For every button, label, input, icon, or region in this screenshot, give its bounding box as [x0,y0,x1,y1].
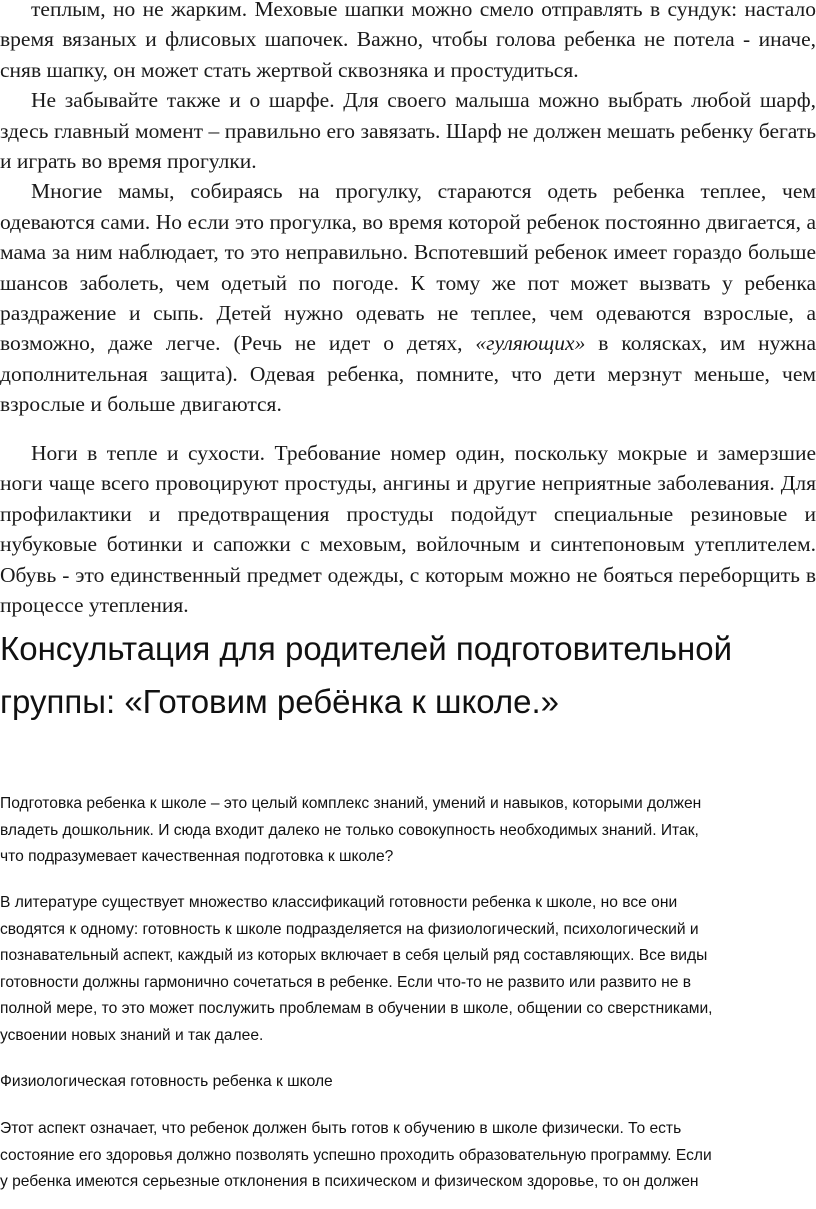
text-line: Ноги в тепле и сухости. Требование номер один, поскольку мокрые и [31,441,709,465]
text-line: готовности должны гармонично сочетаться в ребенке. Если что-то не развито или развито не в [0,973,692,991]
text-line: у ребенка имеются серьезные отклонения в психическом и физическом здоровье, то он должен [0,1173,699,1190]
physiological-subheading [0,1069,816,1096]
text-line: нужно одевать не теплее, чем одеваются взрослые, а возможно, даже легче. [0,301,816,356]
text-line: Не забывайте также и о шарфе. Для своего малыша можно выбрать любой [31,88,752,113]
text-line: неприятные заболевания. Для профилактики и предотвращения простуды [0,471,816,526]
consultation-heading [0,622,816,728]
text-line: состояние его здоровья должно позволять успешно проходить образовательную программу. Если [0,1146,712,1164]
text-line: Подготовка ребенка к школе – это целый комплекс знаний, умений и навыков, которыми должен [0,795,702,812]
clothing-advice-section [0,0,816,420]
subheading-text: Физиологическая готовность ребенка к школе [0,1073,333,1090]
text-line: одежды, с которым можно не бояться переборщить в процессе утепления. [0,562,816,618]
text-line: больше двигаются. [107,392,282,417]
hat-paragraph [0,0,816,85]
text-line: погоде. К тому же пот может вызвать у ребенка раздражение и сыпь. Детей [0,270,816,326]
text-line: теплым, но не жарким. Меховые шапки можно смело отправлять в сундук: [31,0,738,21]
classification-paragraph [0,890,816,1049]
heading-line: группы: «Готовим ребёнка к школе.» [0,683,560,720]
text-line: владеть дошкольник. И сюда входит далеко не только совокупность необходимых знаний. Итак, [0,821,699,839]
warm-dressing-paragraph [0,176,816,419]
text-line: замерзшие ноги чаще всего провоцируют простуды, ангины и другие [0,441,816,496]
intro-paragraph [0,791,816,871]
text-line: (Речь не идет о детях, [233,331,476,356]
text-line: в колясках, им нужна дополнительная [0,331,816,386]
physiological-paragraph [0,1116,816,1196]
text-line: усвоении новых знаний и так далее. [0,1026,264,1044]
text-line: познавательный аспект, каждый из которых включает в себя целый ряд составляющих. Все виды [0,947,708,964]
heading-line: Консультация для родителей подготовительной [0,630,733,667]
scarf-paragraph [0,85,816,176]
text-line: мешать ребенку бегать и играть во время прогулки. [0,118,816,174]
text-line: чем одеваются сами. Но если это прогулка, во время которой ребенок [0,179,816,234]
text-line: защита). Одевая ребенка, помните, что дети мерзнут меньше, чем взрослые и [0,361,816,417]
text-line: постоянно двигается, а мама за ним наблюдает, то это неправильно. [0,209,816,265]
text-line: сводятся к одному: готовность к школе подразделяется на физиологический, психологический и [0,920,699,938]
text-line: потела - иначе, сняв шапку, он может стать жертвой сквозняка и простудиться. [0,27,816,82]
text-line: что подразумевает качественная подготовка к школе? [0,848,394,865]
text-line: полной мере, то это может послужить проблемам в обучении в школе, общении со сверстниками, [0,1000,713,1017]
text-line: Вспотевший ребенок имеет гораздо больше шансов заболеть, чем одетый по [0,240,816,295]
italic-phrase: «гуляющих» [475,331,586,356]
text-line: Этот аспект означает, что ребенок должен быть готов к обучению в школе физически. То есть [0,1120,682,1137]
text-line: войлочным и синтепоновым утеплителем. Обувь - это единственный предмет [0,532,816,587]
text-line: настало время вязаных и флисовых шапочек. Важно, чтобы голова ребенка не [0,0,816,52]
feet-paragraph [0,438,816,620]
text-line: шарф, здесь главный момент – правильно его завязать. Шарф не должен [0,88,816,143]
text-line: В литературе существует множество классификаций готовности ребенка к школе, но все они [0,894,678,911]
text-line: Многие мамы, собираясь на прогулку, стараются одеть ребенка теплее, [31,179,767,204]
feet-section [0,438,816,620]
text-line: подойдут специальные резиновые и нубуковые ботинки и сапожки с меховым, [0,501,816,557]
